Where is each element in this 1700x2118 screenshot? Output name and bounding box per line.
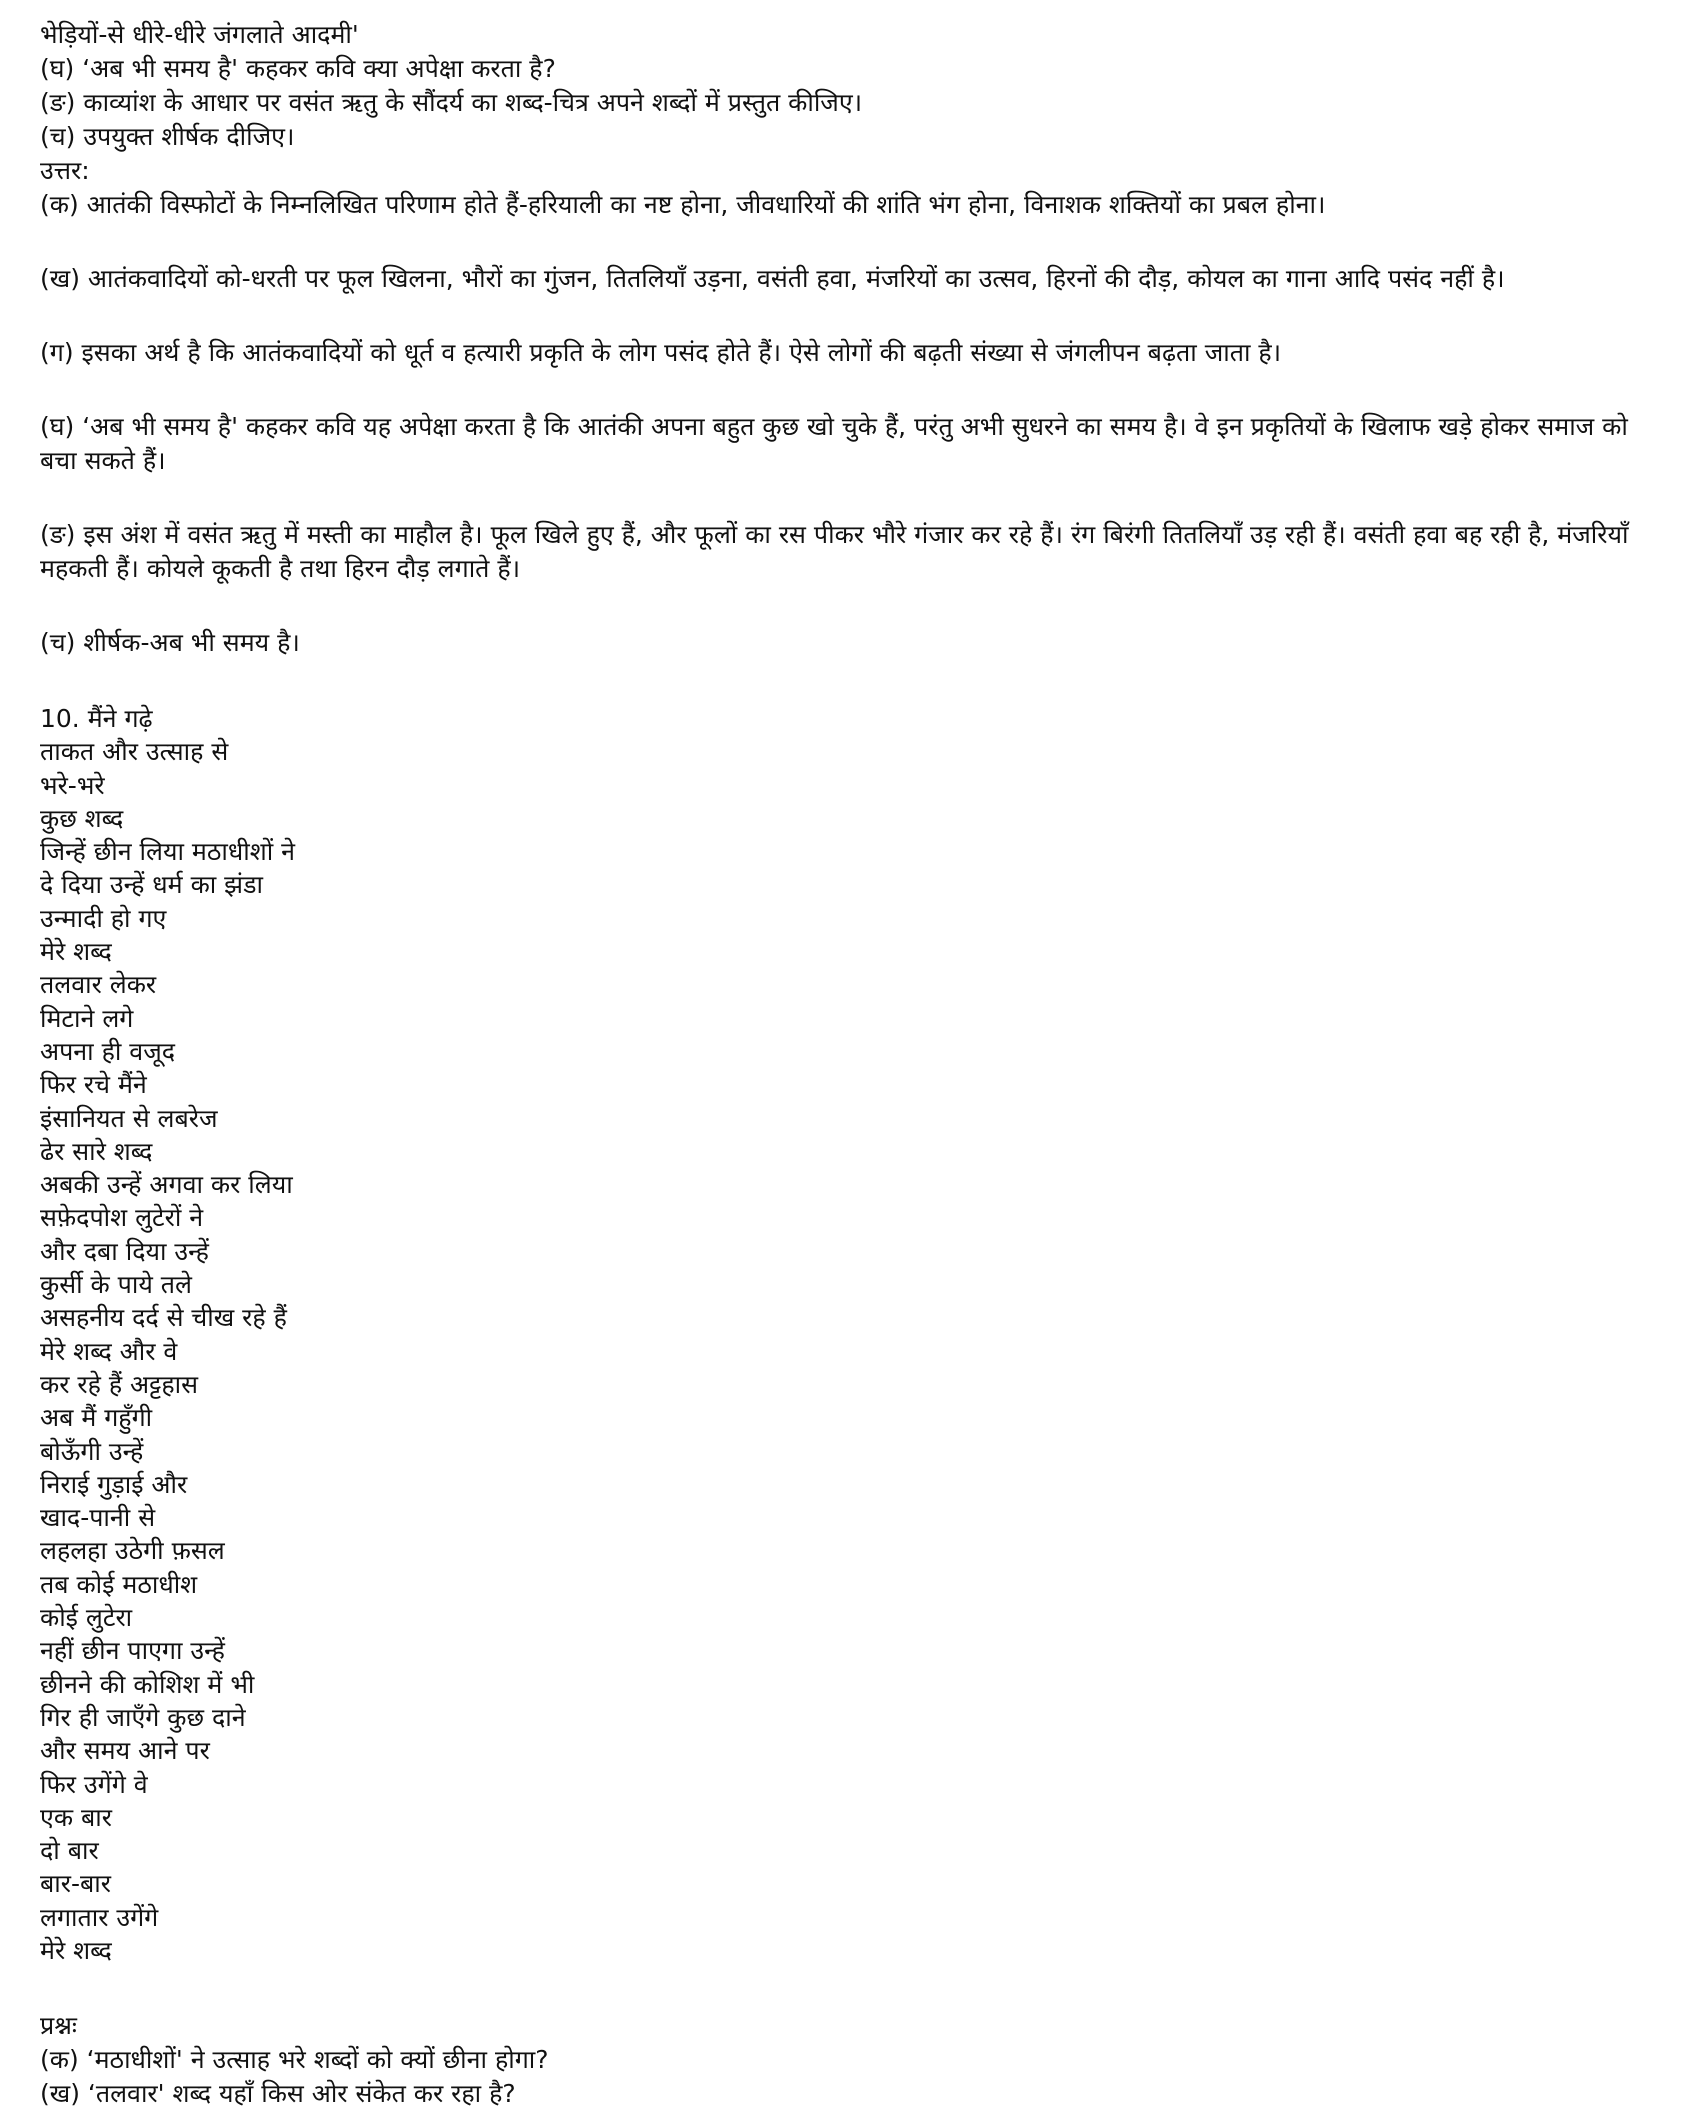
answer-heading: उत्तर:: [40, 156, 90, 185]
poem-line: बार-बार: [40, 1869, 111, 1899]
poem-line: तलवार लेकर: [40, 970, 157, 1000]
poem-block: [40, 702, 1670, 1967]
poem-line: असहनीय दर्द से चीख रहे हैं: [40, 1303, 287, 1333]
document-page: [40, 18, 1670, 2111]
poem-line: फिर उगेंगे वे: [40, 1769, 148, 1799]
poem-line: तब कोई मठाधीश: [40, 1569, 198, 1599]
poem-line: ढेर सारे शब्द: [40, 1136, 153, 1166]
answers-block: [40, 188, 1670, 660]
poem-line: कुर्सी के पाये तले: [40, 1270, 192, 1300]
poem-line: ताकत और उत्साह से: [40, 737, 229, 767]
questions-heading: प्रश्नः: [40, 2011, 77, 2041]
poem-line: और दबा दिया उन्हें: [40, 1236, 209, 1266]
intro-block: [40, 18, 1670, 188]
question-nga: (ङ) काव्यांश के आधार पर वसंत ऋतु के सौंदर्य का शब्द-चित्र अपने शब्दों में प्रस्तुत कीजिए।: [40, 88, 863, 117]
poem-line: कोई लुटेरा: [40, 1603, 133, 1633]
poem-line: गिर ही जाएँगे कुछ दाने: [40, 1702, 246, 1732]
poem-line: कुछ शब्द: [40, 803, 124, 833]
poem-line: 10. मैंने गढ़े: [40, 704, 153, 733]
question-gha: (घ) ‘अब भी समय है' कहकर कवि क्या अपेक्षा करता है?: [40, 54, 556, 83]
poem-line: कर रहे हैं अट्टहास: [40, 1369, 199, 1399]
intro-line: भेड़ियों-से धीरे-धीरे जंगलाते आदमी': [40, 20, 359, 49]
questions-block: [40, 2009, 1670, 2111]
poem-line: इंसानियत से लबरेज: [40, 1103, 218, 1133]
question-item: (ख) ‘तलवार' शब्द यहाँ किस ओर संकेत कर रहा है?: [40, 2079, 516, 2109]
poem-line: जिन्हें छीन लिया मठाधीशों ने: [40, 837, 295, 867]
poem-line: अब मैं गहुँगी: [40, 1403, 153, 1433]
poem-line: मेरे शब्द और वे: [40, 1336, 178, 1366]
answer-cha: (च) शीर्षक-अब भी समय है।: [40, 628, 300, 657]
answer-gha: (घ) ‘अब भी समय है' कहकर कवि यह अपेक्षा करता है कि आतंकी अपना बहुत कुछ खो चुके हैं, परंतु अभी सुधरने का समय है। वे इन प्रकृतियों के खिलाफ खड़े होकर समाज को बचा सकते हैं।: [40, 412, 1628, 475]
answer-kha: (ख) आतंकवादियों को-धरती पर फूल खिलना, भौरों का गुंजन, तितलियाँ उड़ना, वसंती हवा, मंजरियों का उत्सव, हिरनों की दौड़, कोयल का गाना आदि पसंद नहीं है।: [40, 264, 1505, 293]
poem-line: दे दिया उन्हें धर्म का झंडा: [40, 870, 263, 900]
poem-line: एक बार: [40, 1802, 112, 1832]
poem-line: लहलहा उठेगी फ़सल: [40, 1536, 225, 1566]
poem-line: अबकी उन्हें अगवा कर लिया: [40, 1170, 293, 1200]
poem-line: बोऊँगी उन्हें: [40, 1436, 144, 1466]
poem-line: फिर रचे मैंने: [40, 1070, 147, 1100]
question-cha: (च) उपयुक्त शीर्षक दीजिए।: [40, 122, 295, 151]
question-item: (क) ‘मठाधीशों' ने उत्साह भरे शब्दों को क्यों छीना होगा?: [40, 2045, 549, 2075]
answer-nga: (ङ) इस अंश में वसंत ऋतु में मस्ती का माहौल है। फूल खिले हुए हैं, और फूलों का रस पीकर भौरे गंजार कर रहे हैं। रंग बिरंगी तितलियाँ उड़ रही हैं। वसंती हवा बह रही है, मंजरियाँ महकती हैं। कोयले कूकती है तथा हिरन दौड़ लगाते हैं।: [40, 520, 1629, 583]
poem-line: मेरे शब्द: [40, 1935, 112, 1965]
poem-line: लगातार उगेंगे: [40, 1902, 159, 1932]
answer-ga: (ग) इसका अर्थ है कि आतंकवादियों को धूर्त व हत्यारी प्रकृति के लोग पसंद होते हैं। ऐसे लोगों की बढ़ती संख्या से जंगलीपन बढ़ता जाता है।: [40, 338, 1282, 367]
poem-line: निराई गुड़ाई और: [40, 1469, 188, 1499]
poem-line: और समय आने पर: [40, 1736, 210, 1766]
poem-line: नहीं छीन पाएगा उन्हें: [40, 1636, 225, 1666]
poem-line: खाद-पानी से: [40, 1503, 156, 1533]
poem-line: मिटाने लगे: [40, 1003, 134, 1033]
poem-line: मेरे शब्द: [40, 937, 112, 967]
poem-line: उन्मादी हो गए: [40, 903, 167, 933]
answer-ka: (क) आतंकी विस्फोटों के निम्नलिखित परिणाम होते हैं-हरियाली का नष्ट होना, जीवधारियों की शांति भंग होना, विनाशक शक्तियों का प्रबल होना।: [40, 190, 1326, 219]
poem-line: सफ़ेदपोश लुटेरों ने: [40, 1203, 204, 1233]
poem-line: दो बार: [40, 1836, 99, 1866]
poem-line: छीनने की कोशिश में भी: [40, 1669, 255, 1699]
poem-line: भरे-भरे: [40, 770, 105, 800]
poem-line: अपना ही वजूद: [40, 1036, 176, 1066]
